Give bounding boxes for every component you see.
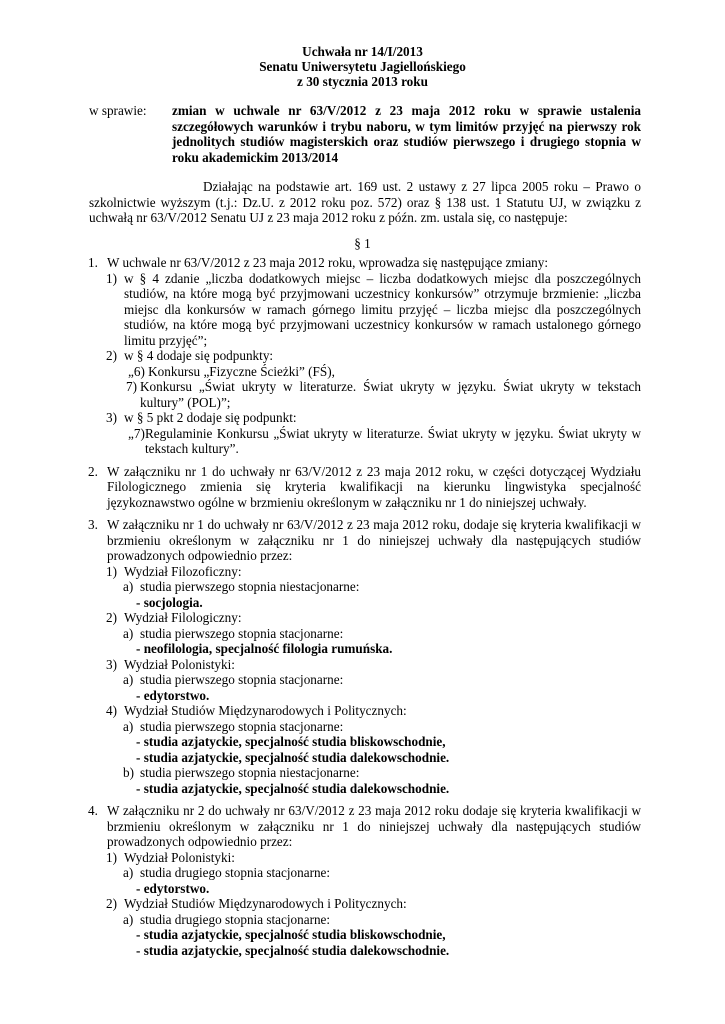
- faculty-name: Wydział Filologiczny:: [124, 610, 242, 625]
- item-text: W uchwale nr 63/V/2012 z 23 maja 2012 roku, wprowadza się następujące zmiany:: [107, 255, 549, 270]
- added-point-number: „7): [128, 425, 145, 441]
- subject-label: w sprawie:: [89, 103, 147, 118]
- study-type-letter: b): [123, 765, 134, 780]
- sub-item-number: 1): [106, 270, 117, 286]
- faculty-item: [88, 850, 641, 866]
- faculty-name: Wydział Studiów Międzynarodowych i Politycznych:: [124, 703, 407, 718]
- study-program: - studia azjatyckie, specjalność studia bliskowschodnie,: [136, 927, 446, 942]
- added-point-line: [88, 379, 641, 410]
- legal-basis-paragraph: Działając na podstawie art. 169 ust. 2 ustawy z 27 lipca 2005 roku – Prawo o szkolnictwie wyższym (t.j.: Dz.U. z 2012 roku poz. 572) oraz § 138 ust. 1 Statutu UJ, w związku z uchwałą nr 63/V/2012 Senatu UJ z 23 maja 2012 roku z późn. zm. ustala się, co następuje:: [89, 179, 641, 225]
- paragraph-sign: § 1: [354, 236, 371, 251]
- list-item-4: [88, 803, 641, 850]
- faculty-number: 2): [106, 896, 117, 911]
- study-type-letter: a): [123, 718, 134, 734]
- study-type-text: studia drugiego stopnia stacjonarne:: [140, 911, 331, 927]
- study-type-text: studia pierwszego stopnia stacjonarne:: [140, 718, 344, 734]
- faculty-item: [88, 896, 641, 912]
- faculty-item: [88, 610, 641, 626]
- study-type-item: [88, 765, 641, 781]
- faculty-name: Wydział Studiów Międzynarodowych i Politycznych:: [124, 896, 407, 911]
- subject-text: zmian w uchwale nr 63/V/2012 z 23 maja 2012 roku w sprawie ustalenia szczegółowych warunków i trybu naboru, w tym limitów przyjęć na pierwszy rok jednolitych studiów magisterskich oraz studiów pierwszego i drugiego stopnia w roku akademickim 2013/2014: [172, 103, 641, 165]
- study-type-letter: a): [123, 672, 134, 687]
- added-point-number: 7): [126, 379, 137, 394]
- item-number: 2.: [88, 463, 98, 479]
- study-program: - socjologia.: [136, 594, 203, 610]
- study-type-item: [88, 865, 641, 881]
- faculty-number: 4): [106, 703, 117, 718]
- study-type-text: studia pierwszego stopnia stacjonarne:: [140, 625, 344, 641]
- sub-item-number: 3): [106, 410, 117, 425]
- sub-item-text: w § 4 dodaje się podpunkty:: [124, 348, 274, 363]
- study-program: - studia azjatyckie, specjalność studia dalekowschodnie.: [136, 749, 450, 765]
- faculty-item: [88, 703, 641, 719]
- sub-item-text: w § 5 pkt 2 dodaje się podpunkt:: [124, 410, 297, 425]
- added-point-text: Regulaminie Konkursu „Świat ukryty w literaturze. Świat ukryty w języku. Świat ukryty w tekstach kultury”.: [145, 425, 641, 456]
- document-body: [88, 255, 641, 958]
- study-type-item: [88, 672, 641, 688]
- study-type-item: [88, 626, 641, 642]
- study-program: - edytorstwo.: [136, 880, 210, 896]
- sub-item: [88, 410, 641, 426]
- faculty-name: Wydział Polonistyki:: [124, 849, 235, 865]
- issuer-line: Senatu Uniwersytetu Jagiellońskiego: [259, 59, 466, 75]
- study-type-item: [88, 912, 641, 928]
- added-point-text: Konkursu „Świat ukryty w literaturze. Świat ukryty w języku. Świat ukryty w tekstach kultury” (POL)”;: [140, 379, 641, 410]
- resolution-title: Uchwała nr 14/I/2013: [302, 44, 423, 59]
- list-item-3: [88, 517, 641, 564]
- sub-item: [88, 348, 641, 364]
- item-number: 1.: [88, 255, 98, 270]
- sub-item: [88, 271, 641, 349]
- study-type-text: studia pierwszego stopnia stacjonarne:: [140, 672, 344, 687]
- study-type-text: studia pierwszego stopnia niestacjonarne:: [140, 765, 360, 780]
- faculty-number: 2): [106, 610, 117, 625]
- study-program: - studia azjatyckie, specjalność studia dalekowschodnie.: [136, 780, 450, 796]
- list-item-1: [88, 255, 641, 271]
- study-type-item: [88, 719, 641, 735]
- study-type-letter: a): [123, 579, 134, 594]
- study-type-letter: a): [123, 625, 134, 641]
- item-text: W załączniku nr 2 do uchwały nr 63/V/2012 z 23 maja 2012 roku dodaje się kryteria kwalifikacji w brzmieniu określonym w załączniku nr 1 do niniejszej uchwały dla następujących studiów prowadzonych odpowiednio przez:: [107, 803, 641, 849]
- faculty-number: 1): [106, 563, 117, 579]
- study-type-text: studia drugiego stopnia stacjonarne:: [140, 865, 331, 880]
- added-point-line: „6) Konkursu „Fizyczne Ścieżki” (FŚ),: [128, 363, 335, 379]
- faculty-name: Wydział Filozoficzny:: [124, 563, 242, 579]
- sub-item-text: w § 4 zdanie „liczba dodatkowych miejsc – liczba dodatkowych miejsc dla poszczególnych studiów, na które mogą być przyjmowani uczestnicy konkursów” otrzymuje brzmienie: „liczba miejsc dla konkursów w ramach górnego limitu przyjęć – liczba miejsc dla poszczególnych studiów, na które mogą być przyjmowani uczestnicy konkursów w ramach ustalonego górnego limitu przyjęć”;: [124, 270, 641, 348]
- list-item-2: [88, 464, 641, 511]
- study-program: - neofilologia, specjalność filologia rumuńska.: [136, 641, 393, 656]
- study-program: - studia azjatyckie, specjalność studia dalekowschodnie.: [136, 942, 450, 958]
- date-line: z 30 stycznia 2013 roku: [297, 74, 428, 90]
- faculty-item: [88, 564, 641, 580]
- study-program: - studia azjatyckie, specjalność studia bliskowschodnie,: [136, 734, 446, 749]
- item-number: 3.: [88, 517, 98, 532]
- faculty-number: 1): [106, 849, 117, 865]
- study-program: - edytorstwo.: [136, 687, 210, 703]
- study-type-item: [88, 579, 641, 595]
- faculty-number: 3): [106, 656, 117, 672]
- study-type-text: studia pierwszego stopnia niestacjonarne:: [140, 579, 360, 594]
- faculty-name: Wydział Polonistyki:: [124, 656, 235, 672]
- document-header: [0, 44, 725, 90]
- item-text: W załączniku nr 1 do uchwały nr 63/V/2012 z 23 maja 2012 roku, w części dotyczącej Wydziału Filologicznego zmienia się kryteria kwalifikacji na kierunku lingwistyka specjalność językoznawstwo ogólne w brzmieniu określonym w załączniku nr 1 do niniejszej uchwały.: [107, 463, 641, 510]
- added-point-line: [88, 426, 641, 457]
- item-number: 4.: [88, 803, 98, 818]
- study-type-letter: a): [123, 911, 134, 927]
- sub-item-number: 2): [106, 348, 117, 363]
- study-type-letter: a): [123, 865, 134, 880]
- item-text: W załączniku nr 1 do uchwały nr 63/V/2012 z 23 maja 2012 roku, dodaje się kryteria kwalifikacji w brzmieniu określonym w załączniku nr 1 do niniejszej uchwały dla następujących studiów prowadzonych odpowiednio przez:: [107, 517, 641, 563]
- faculty-item: [88, 657, 641, 673]
